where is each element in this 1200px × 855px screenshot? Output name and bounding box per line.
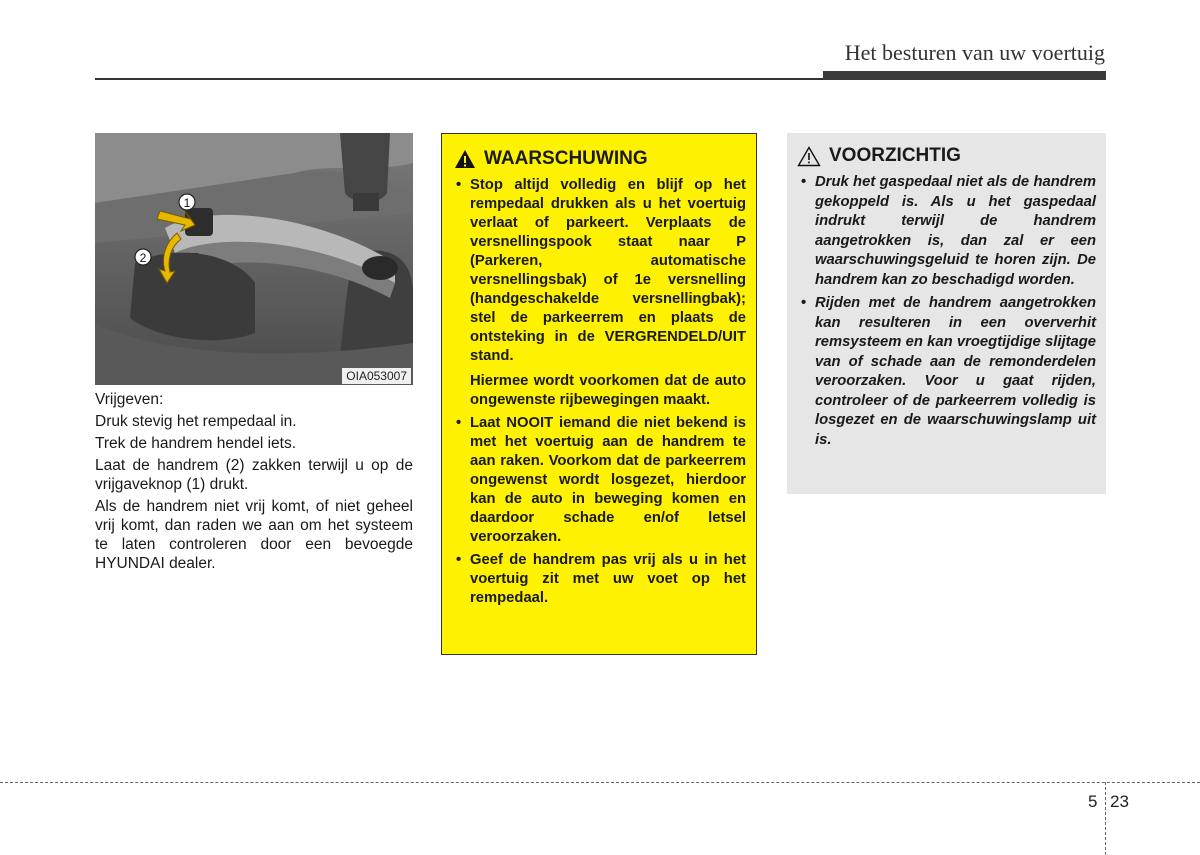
warning-triangle-icon xyxy=(454,149,476,169)
caution-title: VOORZICHTIG xyxy=(829,145,961,166)
warning-heading xyxy=(454,148,746,170)
warning-item-text: Stop altijd volledig en blijf op het rempedaal drukken als u het voertuig verlaat of parkeert. Verplaats de versnellingspook staat naar P (Parkeren, automatische versnellingsbak) of 1e versnelling (handgeschakelde versnellingbak); stel de parkeerrem en plaats de ontsteking in de VERGRENDELD/UIT stand. xyxy=(470,177,746,364)
page-header-title: Het besturen van uw voertuig xyxy=(844,40,1105,65)
header-rule xyxy=(95,78,825,80)
instruction-step: Laat de handrem (2) zakken terwijl u op de vrijgaveknop (1) drukt. xyxy=(95,457,413,493)
warning-item xyxy=(454,176,746,410)
instruction-step: Trek de handrem hendel iets. xyxy=(95,435,297,452)
figure-code: OIA053007 xyxy=(342,368,411,384)
instruction-step: Druk stevig het rempedaal in. xyxy=(95,413,297,430)
header-rule-accent xyxy=(823,71,1106,80)
callout-1: 1 xyxy=(183,196,191,210)
warning-box xyxy=(441,133,757,655)
warning-item xyxy=(454,414,746,547)
page-number: 23 xyxy=(1110,792,1129,811)
release-instructions xyxy=(95,390,413,576)
warning-item-text: Geef de handrem pas vrij als u in het voertuig zit met uw voet op het rempedaal. xyxy=(470,552,746,606)
caution-item: • Druk het gaspedaal niet als de handrem gekoppeld is. Als u het gaspedaal indrukt terwijl de handrem aangetrokken is, dan zal er een waarschuwingsgeluid te horen zijn. De handrem kan zo beschadigd worden. xyxy=(797,173,1096,290)
handbrake-illustration xyxy=(95,133,413,385)
warning-item xyxy=(454,551,746,608)
caution-item: • Rijden met de handrem aangetrokken kan resulteren in een oververhit remsysteem en kan vroegtijdige slijtage van of schade aan de remonderdelen veroorzaken. Voor u gaat rijden, controleer of de parkeerrem volledig is losgezet en de waarschuwingslamp uit is. xyxy=(797,294,1096,450)
warning-item-text: Laat NOOIT iemand die niet bekend is met het voertuig aan de handrem te aan raken. Voorkom dat de parkeerrem ongewenst wordt losgezet, hierdoor kan de auto in beweging komen en daardoor schade en/of letsel veroorzaken. xyxy=(470,415,746,545)
callout-2: 2 xyxy=(139,251,147,265)
caution-box xyxy=(787,133,1106,494)
instruction-note: Als de handrem niet vrij komt, of niet geheel vrij komt, dan raden we aan om het systeem te laten controleren door een bevoegde HYUNDAI dealer. xyxy=(95,498,413,572)
caution-triangle-icon xyxy=(797,146,821,167)
warning-title: WAARSCHUWING xyxy=(484,148,648,169)
caution-heading xyxy=(797,145,1096,167)
footer-rule xyxy=(0,782,1200,783)
warning-item-continuation: Hiermee wordt voorkomen dat de auto ongewenste rijbewegingen maakt. xyxy=(470,373,746,408)
instruction-heading: Vrijgeven: xyxy=(95,391,164,408)
footer-divider xyxy=(1105,782,1106,855)
chapter-number: 5 xyxy=(1088,792,1098,811)
